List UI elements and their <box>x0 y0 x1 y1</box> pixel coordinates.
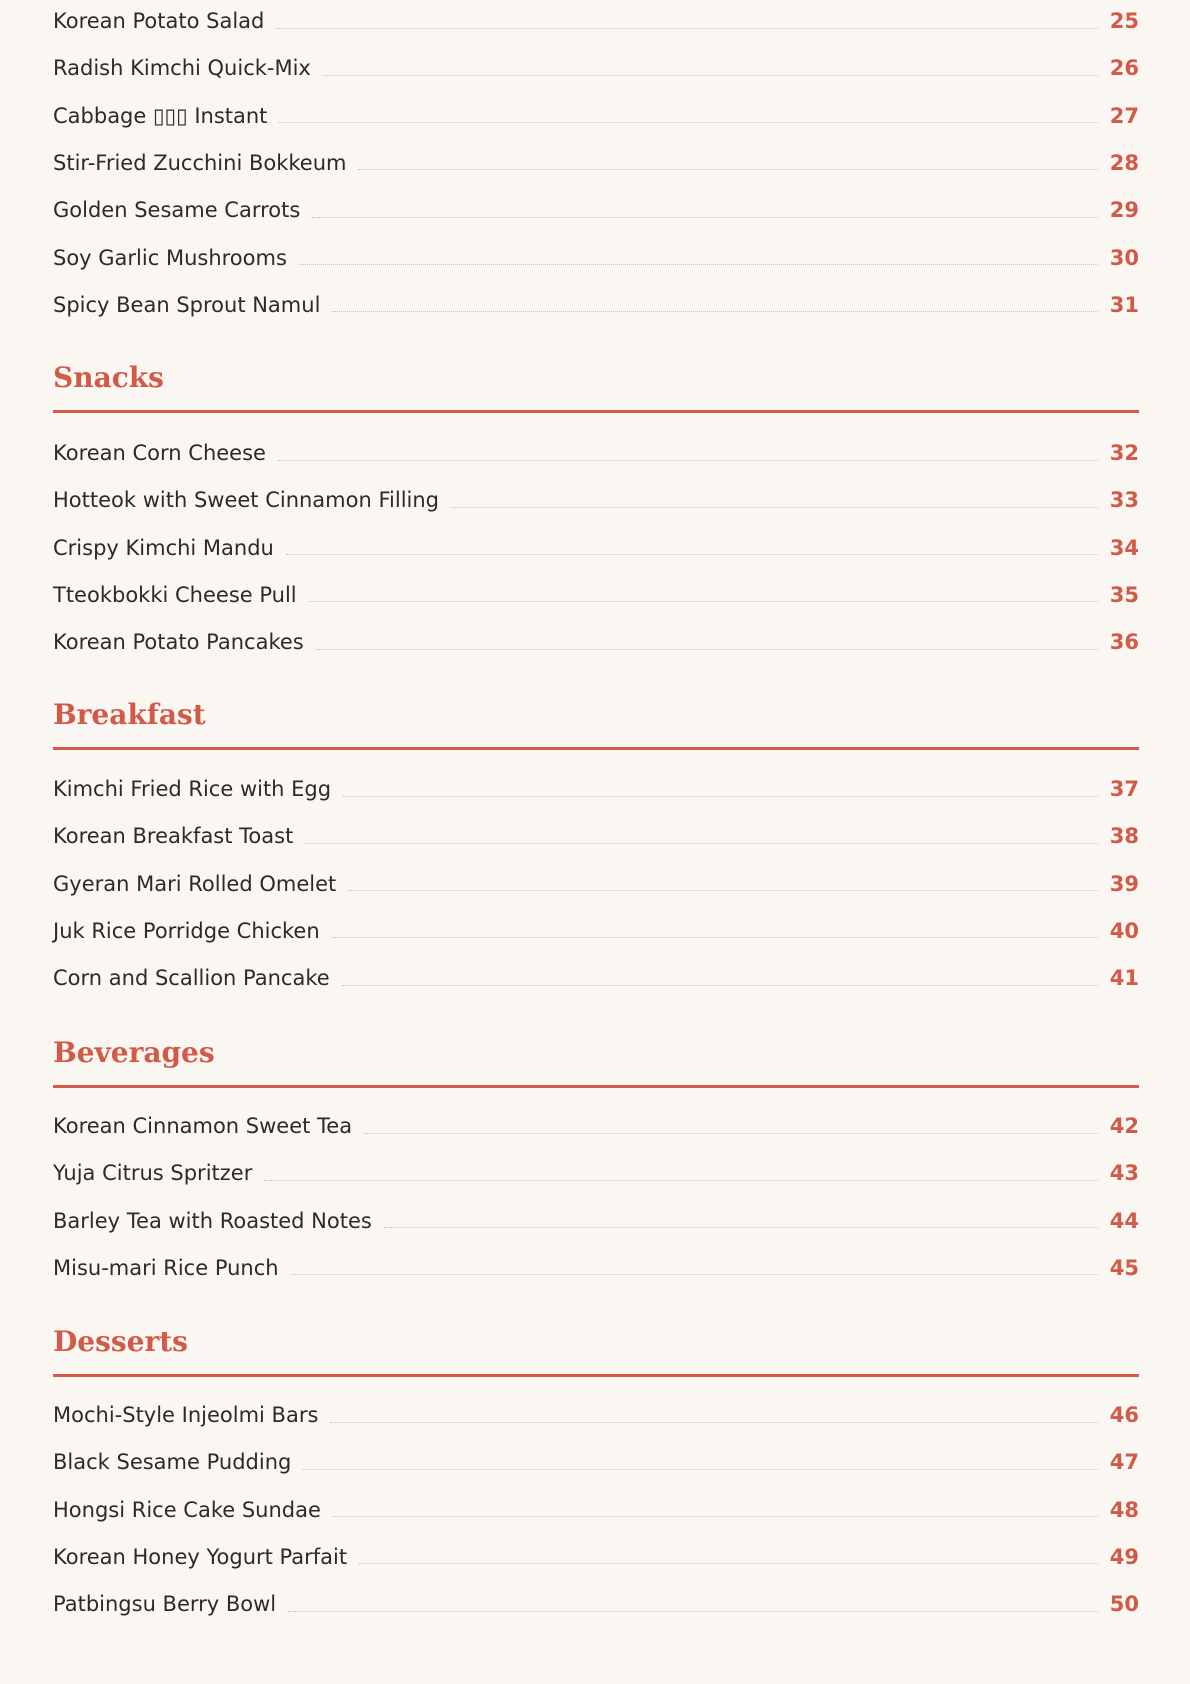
toc-entry-title: Barley Tea with Roasted Notes <box>53 1208 372 1233</box>
toc-page-number: 49 <box>1109 1544 1139 1569</box>
toc-entry[interactable] <box>53 96 1139 136</box>
dot-leader <box>333 1516 1098 1517</box>
section-heading: Breakfast <box>53 698 206 731</box>
dot-leader <box>384 1227 1098 1228</box>
toc-entry[interactable] <box>53 1537 1139 1577</box>
section-heading: Snacks <box>53 361 164 394</box>
dot-leader <box>358 169 1097 170</box>
toc-entry[interactable] <box>53 622 1139 662</box>
dot-leader <box>299 264 1098 265</box>
toc-entry-title: Cabbage ▯▯▯ Instant <box>53 103 268 128</box>
toc-page-number: 45 <box>1109 1255 1139 1280</box>
toc-page-number: 44 <box>1109 1208 1139 1233</box>
toc-entry[interactable] <box>53 958 1139 998</box>
dot-leader <box>323 75 1098 76</box>
toc-entry[interactable] <box>53 1153 1139 1193</box>
toc-entry[interactable] <box>53 1201 1139 1241</box>
dot-leader <box>264 1180 1097 1181</box>
toc-entry-title: Korean Potato Pancakes <box>53 630 304 655</box>
toc-entry-title: Juk Rice Porridge Chicken <box>53 918 320 943</box>
toc-entry[interactable] <box>53 1106 1139 1146</box>
toc-entry-title: Korean Breakfast Toast <box>53 824 294 849</box>
toc-entry-title: Radish Kimchi Quick-Mix <box>53 56 311 81</box>
toc-page-number: 42 <box>1109 1114 1139 1138</box>
dot-leader <box>303 1469 1097 1470</box>
toc-entry-title: Stir-Fried Zucchini Bokkeum <box>53 150 347 175</box>
dot-leader <box>359 1563 1098 1564</box>
toc-entry[interactable] <box>53 238 1139 278</box>
toc-page-number: 27 <box>1109 103 1139 128</box>
dot-leader <box>332 937 1098 938</box>
toc-entry-title: Yuja Citrus Spritzer <box>53 1161 253 1186</box>
dot-leader <box>309 601 1098 602</box>
toc-entry[interactable] <box>53 143 1139 183</box>
toc-entry-title: Hotteok with Sweet Cinnamon Filling <box>53 488 439 513</box>
toc-entry[interactable] <box>53 1395 1139 1435</box>
toc-entry-title: Soy Garlic Mushrooms <box>53 245 287 270</box>
toc-page-number: 32 <box>1109 441 1139 465</box>
dot-leader <box>312 217 1097 218</box>
toc-entry-title: Corn and Scallion Pancake <box>53 966 330 991</box>
dot-leader <box>343 796 1098 797</box>
toc-entry[interactable] <box>53 769 1139 809</box>
dot-leader <box>316 649 1098 650</box>
toc-page-number: 33 <box>1109 488 1139 513</box>
section-heading: Beverages <box>53 1036 215 1069</box>
dot-leader <box>276 28 1097 29</box>
dot-leader <box>330 1422 1097 1423</box>
toc-entry-title: Kimchi Fried Rice with Egg <box>53 777 332 801</box>
dot-leader <box>279 122 1097 123</box>
dot-leader <box>286 554 1098 555</box>
toc-page-number: 38 <box>1109 824 1139 849</box>
toc-entry[interactable] <box>53 575 1139 615</box>
toc-page-number: 29 <box>1109 198 1139 223</box>
toc-page-number: 43 <box>1109 1161 1139 1186</box>
toc-page-number: 35 <box>1109 582 1139 607</box>
toc-entry-title: Black Sesame Pudding <box>53 1450 292 1475</box>
toc-entry-title: Misu-mari Rice Punch <box>53 1255 279 1280</box>
toc-page-number: 34 <box>1109 535 1139 560</box>
toc-entry[interactable] <box>53 528 1139 568</box>
dot-leader <box>305 843 1097 844</box>
dot-leader <box>278 460 1098 461</box>
toc-page-number: 26 <box>1109 56 1139 81</box>
section-divider <box>53 747 1139 750</box>
dot-leader <box>451 507 1098 508</box>
toc-page-number: 50 <box>1109 1592 1139 1617</box>
toc-entry-title: Hongsi Rice Cake Sundae <box>53 1497 321 1522</box>
toc-entry[interactable] <box>53 433 1139 473</box>
toc-entry-title: Golden Sesame Carrots <box>53 198 301 223</box>
section-divider <box>53 1085 1139 1088</box>
toc-entry[interactable] <box>53 1490 1139 1530</box>
toc-entry-title: Korean Corn Cheese <box>53 441 266 465</box>
toc-page-number: 41 <box>1109 966 1139 991</box>
toc-page-number: 48 <box>1109 1497 1139 1522</box>
toc-entry-title: Korean Honey Yogurt Parfait <box>53 1544 348 1569</box>
toc-page-number: 25 <box>1109 9 1139 33</box>
toc-page-number: 31 <box>1109 292 1139 317</box>
toc-page-number: 30 <box>1109 245 1139 270</box>
toc-entry[interactable] <box>53 1442 1139 1482</box>
dot-leader <box>348 890 1098 891</box>
toc-entry[interactable] <box>53 1584 1139 1624</box>
dot-leader <box>288 1611 1098 1612</box>
toc-entry[interactable] <box>53 864 1139 904</box>
toc-entry[interactable] <box>53 480 1139 520</box>
toc-entry[interactable] <box>53 911 1139 951</box>
toc-page-number: 28 <box>1109 150 1139 175</box>
toc-entry-title: Tteokbokki Cheese Pull <box>53 582 297 607</box>
dot-leader <box>291 1274 1098 1275</box>
section-heading: Desserts <box>53 1325 188 1358</box>
toc-entry-title: Crispy Kimchi Mandu <box>53 535 274 560</box>
toc-entry-title: Korean Cinnamon Sweet Tea <box>53 1114 353 1138</box>
toc-entry[interactable] <box>53 1 1139 41</box>
dot-leader <box>364 1133 1098 1134</box>
toc-entry-title: Patbingsu Berry Bowl <box>53 1592 277 1617</box>
dot-leader <box>332 311 1097 312</box>
toc-entry-title: Gyeran Mari Rolled Omelet <box>53 871 337 896</box>
toc-entry-title: Mochi-Style Injeolmi Bars <box>53 1403 319 1427</box>
toc-entry[interactable] <box>53 285 1139 325</box>
toc-entry[interactable] <box>53 1248 1139 1288</box>
toc-entry[interactable] <box>53 190 1139 230</box>
toc-page-number: 39 <box>1109 871 1139 896</box>
section-divider <box>53 1374 1139 1377</box>
toc-entry-title: Korean Potato Salad <box>53 9 265 33</box>
toc-page-number: 37 <box>1109 777 1139 801</box>
toc-entry[interactable] <box>53 48 1139 88</box>
toc-page-number: 36 <box>1109 630 1139 655</box>
toc-page-number: 40 <box>1109 918 1139 943</box>
toc-page-number: 46 <box>1109 1403 1139 1427</box>
section-divider <box>53 410 1139 413</box>
dot-leader <box>342 985 1098 986</box>
toc-entry[interactable] <box>53 816 1139 856</box>
toc-entry-title: Spicy Bean Sprout Namul <box>53 292 321 317</box>
toc-page-number: 47 <box>1109 1450 1139 1475</box>
